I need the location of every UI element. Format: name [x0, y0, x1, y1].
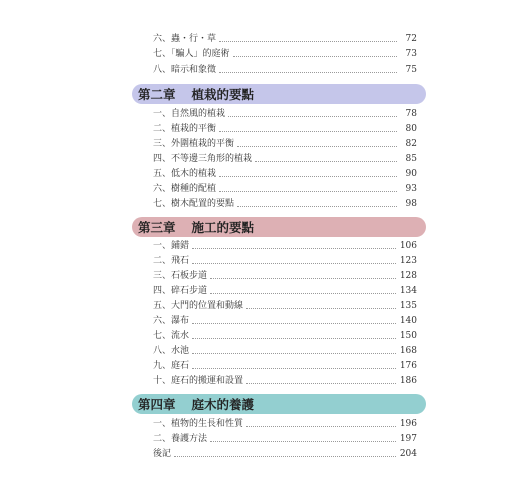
toc-entry[interactable]: [153, 253, 417, 267]
entry-page: 197: [399, 434, 417, 444]
entry-title: 八、暗示和象徵: [153, 65, 217, 75]
dot-leader: [219, 191, 397, 192]
entry-page: 128: [399, 271, 417, 281]
entry-title: 五、大門的位置和動線: [153, 301, 244, 311]
dot-leader: [210, 441, 396, 442]
entry-page: 82: [405, 139, 417, 149]
dot-leader: [237, 146, 397, 147]
dot-leader: [174, 456, 396, 457]
toc-entry[interactable]: [153, 313, 417, 327]
entry-page: 150: [399, 331, 417, 341]
toc-entry[interactable]: [153, 416, 417, 430]
dot-leader: [210, 278, 396, 279]
entry-title: 一、植物的生長和性質: [153, 419, 244, 429]
entry-title: 六、樹種的配植: [153, 184, 217, 194]
toc-entry[interactable]: [153, 121, 417, 135]
entry-page: 85: [405, 154, 417, 164]
dot-leader: [233, 56, 397, 57]
dot-leader: [237, 206, 397, 207]
dot-leader: [219, 131, 397, 132]
entry-page: 135: [399, 301, 417, 311]
toc-entry[interactable]: [153, 283, 417, 297]
toc-entry[interactable]: [153, 268, 417, 282]
chapter-number: 第四章: [138, 397, 176, 412]
toc-entry[interactable]: [153, 343, 417, 357]
entry-title: 四、碎石步道: [153, 286, 208, 296]
toc-entry[interactable]: [153, 136, 417, 150]
entry-page: 176: [399, 361, 417, 371]
dot-leader: [192, 263, 396, 264]
entry-title: 三、外圍植栽的平衡: [153, 139, 235, 149]
toc-entry[interactable]: [153, 358, 417, 372]
dot-leader: [192, 323, 396, 324]
toc-entry[interactable]: [153, 298, 417, 312]
entry-page: 168: [399, 346, 417, 356]
dot-leader: [210, 293, 396, 294]
toc-entry[interactable]: [153, 62, 417, 76]
dot-leader: [219, 72, 397, 73]
chapter-number: 第二章: [138, 87, 176, 102]
entry-title: 五、低木的植栽: [153, 169, 217, 179]
toc-entry[interactable]: [153, 328, 417, 342]
chapter-heading: [132, 84, 426, 104]
entry-page: 73: [405, 49, 417, 59]
chapter-title: 植栽的要點: [191, 87, 255, 102]
chapter-heading: [132, 217, 426, 237]
entry-page: 93: [405, 184, 417, 194]
toc-entry[interactable]: [153, 106, 417, 120]
entry-title: 一、自然風的植栽: [153, 109, 226, 119]
dot-leader: [219, 41, 397, 42]
entry-title: 四、不等邊三角形的植栽: [153, 154, 253, 164]
entry-page: 106: [399, 241, 417, 251]
entry-title: 七、樹木配置的要點: [153, 199, 235, 209]
entry-page: 98: [405, 199, 417, 209]
toc-entry[interactable]: [153, 181, 417, 195]
toc-entry[interactable]: [153, 446, 417, 460]
dot-leader: [246, 383, 396, 384]
entry-title: 一、鋪錯: [153, 241, 190, 251]
entry-title: 三、石板步道: [153, 271, 208, 281]
entry-title: 十、庭石的搬運和設置: [153, 376, 244, 386]
entry-page: 196: [399, 419, 417, 429]
dot-leader: [246, 426, 396, 427]
toc-entry[interactable]: [153, 238, 417, 252]
toc-entry[interactable]: [153, 431, 417, 445]
dot-leader: [228, 116, 397, 117]
entry-title: 九、庭石: [153, 361, 190, 371]
toc-entry[interactable]: [153, 373, 417, 387]
entry-title: 二、飛石: [153, 256, 190, 266]
entry-page: 123: [399, 256, 417, 266]
entry-title: 七、「騙人」的庭術: [153, 49, 230, 59]
dot-leader: [192, 338, 396, 339]
dot-leader: [192, 353, 396, 354]
entry-title: 六、瀑布: [153, 316, 190, 326]
toc-entry[interactable]: [153, 31, 417, 45]
entry-page: 90: [405, 169, 417, 179]
entry-title: 二、植栽的平衡: [153, 124, 217, 134]
toc-entry[interactable]: [153, 196, 417, 210]
chapter-number: 第三章: [138, 220, 176, 235]
dot-leader: [255, 161, 397, 162]
entry-title: 六、蟲・行・草: [153, 34, 217, 44]
entry-page: 204: [399, 449, 417, 459]
entry-title: 七、流水: [153, 331, 190, 341]
entry-page: 72: [405, 34, 417, 44]
chapter-title: 施工的要點: [191, 220, 255, 235]
entry-page: 75: [405, 65, 417, 75]
chapter-title: 庭木的養護: [191, 397, 255, 412]
entry-page: 78: [405, 109, 417, 119]
toc-entry[interactable]: [153, 166, 417, 180]
entry-title: 二、養護方法: [153, 434, 208, 444]
entry-page: 140: [399, 316, 417, 326]
entry-page: 134: [399, 286, 417, 296]
chapter-heading: [132, 394, 426, 414]
toc-entry[interactable]: [153, 46, 417, 60]
entry-title: 八、水池: [153, 346, 190, 356]
dot-leader: [192, 368, 396, 369]
entry-page: 80: [405, 124, 417, 134]
dot-leader: [219, 176, 397, 177]
dot-leader: [246, 308, 396, 309]
dot-leader: [192, 248, 396, 249]
entry-title: 後記: [153, 449, 172, 459]
toc-entry[interactable]: [153, 151, 417, 165]
entry-page: 186: [399, 376, 417, 386]
